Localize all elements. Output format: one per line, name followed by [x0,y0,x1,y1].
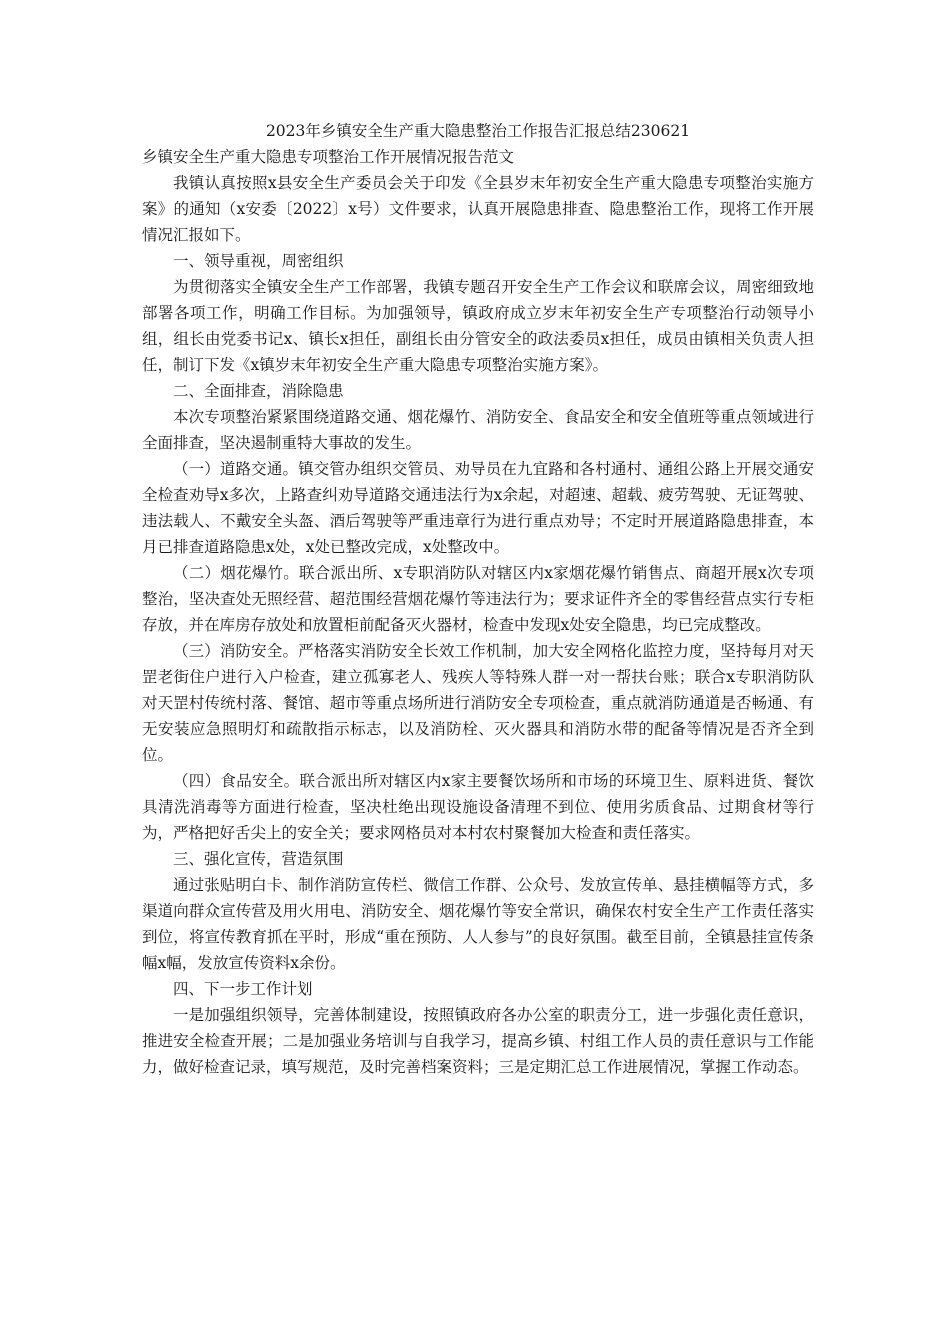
section-2-item-food-safety: （四）食品安全。联合派出所对辖区内x家主要餐饮场所和市场的环境卫生、原料进货、餐饮具清洗消毒等方面进行检查，坚决杜绝出现设施设备清理不到位、使用劣质食品、过期食材等行为，严格把好舌尖上的安全关；要求网格员对本村农村聚餐加大检查和责任落实。 [142,772,814,842]
section-4-heading: 四、下一步工作计划 [173,980,313,998]
document-subtitle: 乡镇安全生产重大隐患专项整治工作开展情况报告范文 [142,148,515,166]
section-4-body: 一是加强组织领导，完善体制建设，按照镇政府各办公室的职责分工，进一步强化责任意识，推进安全检查开展；二是加强业务培训与自我学习，提高乡镇、村组工作人员的责任意识与工作能力，做好检查记录，填写规范，及时完善档案资料；三是定期汇总工作进展情况，掌握工作动态。 [142,1006,814,1076]
intro-paragraph: 我镇认真按照x县安全生产委员会关于印发《全县岁末年初安全生产重大隐患专项整治实施方案》的通知（x安委〔2022〕x号）文件要求，认真开展隐患排查、隐患整治工作，现将工作开展情况汇报如下。 [142,174,814,244]
section-2-item-fireworks: （二）烟花爆竹。联合派出所、x专职消防队对辖区内x家烟花爆竹销售点、商超开展x次专项整治，坚决查处无照经营、超范围经营烟花爆竹等违法行为；要求证件齐全的零售经营点实行专柜存放，并在库房存放处和放置柜前配备灭火器材，检查中发现x处安全隐患，均已完成整改。 [142,564,814,634]
document-title: 2023年乡镇安全生产重大隐患整治工作报告汇报总结230621 [265,122,691,140]
section-2-item-road-traffic: （一）道路交通。镇交管办组织交管员、劝导员在九宜路和各村通村、通组公路上开展交通安全检查劝导x多次，上路查纠劝导道路交通违法行为x余起，对超速、超载、疲劳驾驶、无证驾驶、违法载人、不戴安全头盔、酒后驾驶等严重违章行为进行重点劝导；不定时开展道路隐患排查，本月已排查道路隐患x处，x处已整改完成，x处整改中。 [142,460,814,556]
section-2-item-fire-safety: （三）消防安全。严格落实消防安全长效工作机制，加大安全网格化监控力度，坚持每月对天罡老街住户进行入户检查，建立孤寡老人、残疾人等特殊人群一对一帮扶台账；联合x专职消防队对天罡村传统村落、餐馆、超市等重点场所进行消防安全专项检查，重点就消防通道是否畅通、有无安装应急照明灯和疏散指示标志，以及消防栓、灭火器具和消防水带的配备等情况是否齐全到位。 [142,642,814,764]
section-2-body: 本次专项整治紧紧围绕道路交通、烟花爆竹、消防安全、食品安全和安全值班等重点领域进行全面排查，坚决遏制重特大事故的发生。 [142,408,814,452]
section-3-heading: 三、强化宣传，营造氛围 [173,850,344,868]
section-3-body: 通过张贴明白卡、制作消防宣传栏、微信工作群、公众号、发放宣传单、悬挂横幅等方式，多渠道向群众宣传营及用火用电、消防安全、烟花爆竹等安全常识，确保农村安全生产工作责任落实到位，将宣传教育抓在平时，形成“重在预防、人人参与”的良好氛围。截至目前，全镇悬挂宣传条幅x幅，发放宣传资料x余份。 [142,876,814,972]
section-1-body: 为贯彻落实全镇安全生产工作部署，我镇专题召开安全生产工作会议和联席会议，周密细致地部署各项工作，明确工作目标。为加强领导，镇政府成立岁末年初安全生产专项整治行动领导小组，组长由党委书记x、镇长x担任，副组长由分管安全的政法委员x担任，成员由镇相关负责人担任，制订下发《x镇岁末年初安全生产重大隐患专项整治实施方案》。 [142,278,814,374]
section-2-heading: 二、全面排查，消除隐患 [173,382,344,400]
section-1-heading: 一、领导重视，周密组织 [173,252,344,270]
document-page [142,118,814,1080]
